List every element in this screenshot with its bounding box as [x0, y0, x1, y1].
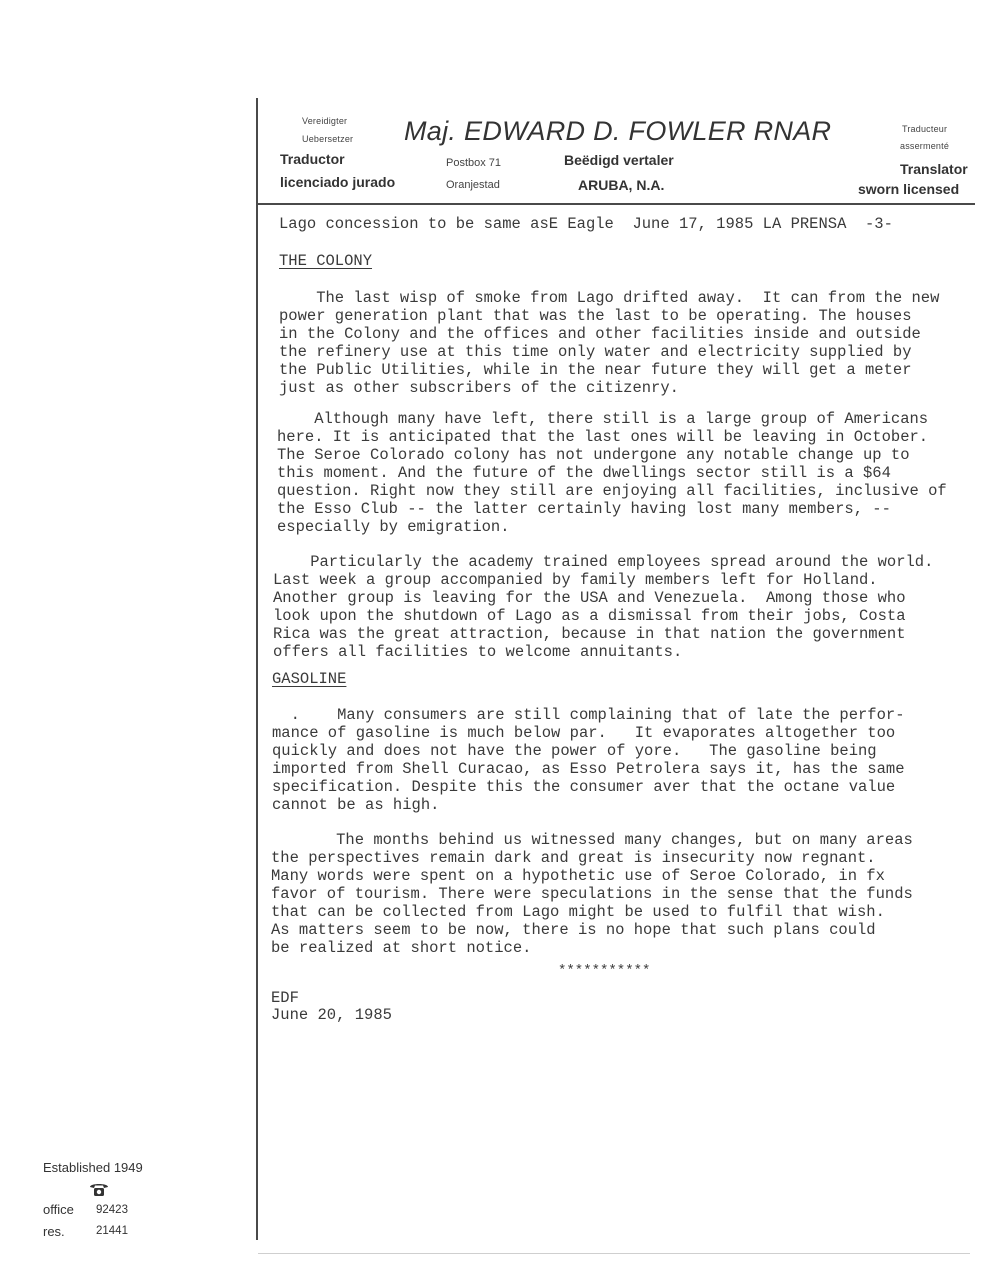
text-line: quickly and does not have the power of yore. The gasoline being [272, 742, 877, 760]
text-line: the perspectives remain dark and great is insecurity now regnant. [271, 849, 876, 867]
text-line: be realized at short notice. [271, 939, 532, 957]
section-title-colony: THE COLONY [279, 252, 373, 270]
city: Oranjestad [446, 179, 500, 191]
text-line: in the Colony and the offices and other facilities inside and outside [279, 325, 921, 343]
office-phone-number: 92423 [96, 1204, 128, 1216]
spanish-title-line1: Traductor [280, 151, 345, 167]
text-line: As matters seem to be now, there is no hope that such plans could [271, 921, 876, 939]
sworn-translator-german-line1: Vereidigter [302, 116, 348, 126]
text-line: just as other subscribers of the citizenry. [279, 379, 679, 397]
text-line: Rica was the great attraction, because in that nation the government [273, 625, 906, 643]
text-line: offers all facilities to welcome annuitants. [273, 643, 683, 661]
text-line: The last wisp of smoke from Lago drifted away. It can from the new [279, 289, 940, 307]
text-line: The months behind us witnessed many changes, but on many areas [271, 831, 913, 849]
text-line: Another group is leaving for the USA and Venezuela. Among those who [273, 589, 906, 607]
text-line: favor of tourism. There were speculations in the sense that the funds [271, 885, 913, 903]
text-line: specification. Despite this the consumer aver that the octane value [272, 778, 896, 796]
english-title-line2: sworn licensed [858, 181, 960, 197]
paragraph-colony-3 [273, 553, 933, 661]
text-line: imported from Shell Curacao, as Esso Petrolera says it, has the same [272, 760, 905, 778]
sworn-translator-german-line2: Uebersetzer [302, 134, 354, 144]
postbox: Postbox 71 [446, 157, 502, 169]
text-line: Particularly the academy trained employees spread around the world. [273, 553, 934, 571]
text-line: the refinery use at this time only water and electricity supplied by [279, 343, 912, 361]
paragraph-colony-2 [277, 410, 947, 536]
text-line: this moment. And the future of the dwellings sector still is a $64 [277, 464, 891, 482]
text-line: especially by emigration. [277, 518, 510, 536]
document-header-line: Lago concession to be same asE Eagle June 17, 1985 LA PRENSA -3- [279, 215, 893, 233]
text-line: cannot be as high. [272, 796, 440, 814]
established-year: Established 1949 [43, 1160, 143, 1175]
spanish-title-line2: licenciado jurado [280, 174, 396, 190]
text-line: the Public Utilities, while in the near future they will get a meter [279, 361, 912, 379]
vertical-margin-rule [256, 98, 258, 1240]
english-title-line1: Translator [900, 161, 968, 177]
paragraph-gasoline-1 [272, 706, 905, 814]
text-line: Many words were spent on a hypothetic use of Seroe Colorado, in fx [271, 867, 885, 885]
section-title-gasoline: GASOLINE [272, 670, 347, 688]
paragraph-gasoline-2 [271, 831, 913, 957]
letterhead-underline [257, 203, 975, 205]
sworn-translator-french-line1: Traducteur [902, 124, 948, 134]
telephone-icon [88, 1181, 110, 1197]
separator-asterisks: *********** [558, 963, 651, 979]
text-line: look upon the shutdown of Lago as a dismissal from their jobs, Costa [273, 607, 906, 625]
office-phone-label: office [43, 1202, 74, 1217]
signature-date: June 20, 1985 [271, 1006, 392, 1024]
text-line: power generation plant that was the last to be operating. The houses [279, 307, 912, 325]
text-line: the Esso Club -- the latter certainly having lost many members, -- [277, 500, 891, 518]
dutch-title: Beëdigd vertaler [564, 152, 674, 168]
sworn-translator-french-line2: assermenté [900, 141, 950, 151]
signature-initials: EDF [271, 989, 299, 1007]
bottom-rule [258, 1253, 970, 1254]
text-line: The Seroe Colorado colony has not undergone any notable change up to [277, 446, 910, 464]
text-line: . Many consumers are still complaining that of late the perfor- [272, 706, 905, 724]
residence-phone-number: 21441 [96, 1225, 128, 1237]
text-line: Last week a group accompanied by family members left for Holland. [273, 571, 878, 589]
text-line: Although many have left, there still is a large group of Americans [277, 410, 929, 428]
paragraph-colony-1 [279, 289, 939, 397]
location: ARUBA, N.A. [578, 177, 665, 193]
text-line: that can be collected from Lago might be used to fulfil that wish. [271, 903, 885, 921]
text-line: here. It is anticipated that the last ones will be leaving in October. [277, 428, 929, 446]
translator-name: Maj. EDWARD D. FOWLER RNAR [404, 116, 832, 146]
residence-phone-label: res. [43, 1224, 65, 1239]
text-line: question. Right now they still are enjoying all facilities, inclusive of [277, 482, 947, 500]
text-line: mance of gasoline is much below par. It evaporates altogether too [272, 724, 896, 742]
